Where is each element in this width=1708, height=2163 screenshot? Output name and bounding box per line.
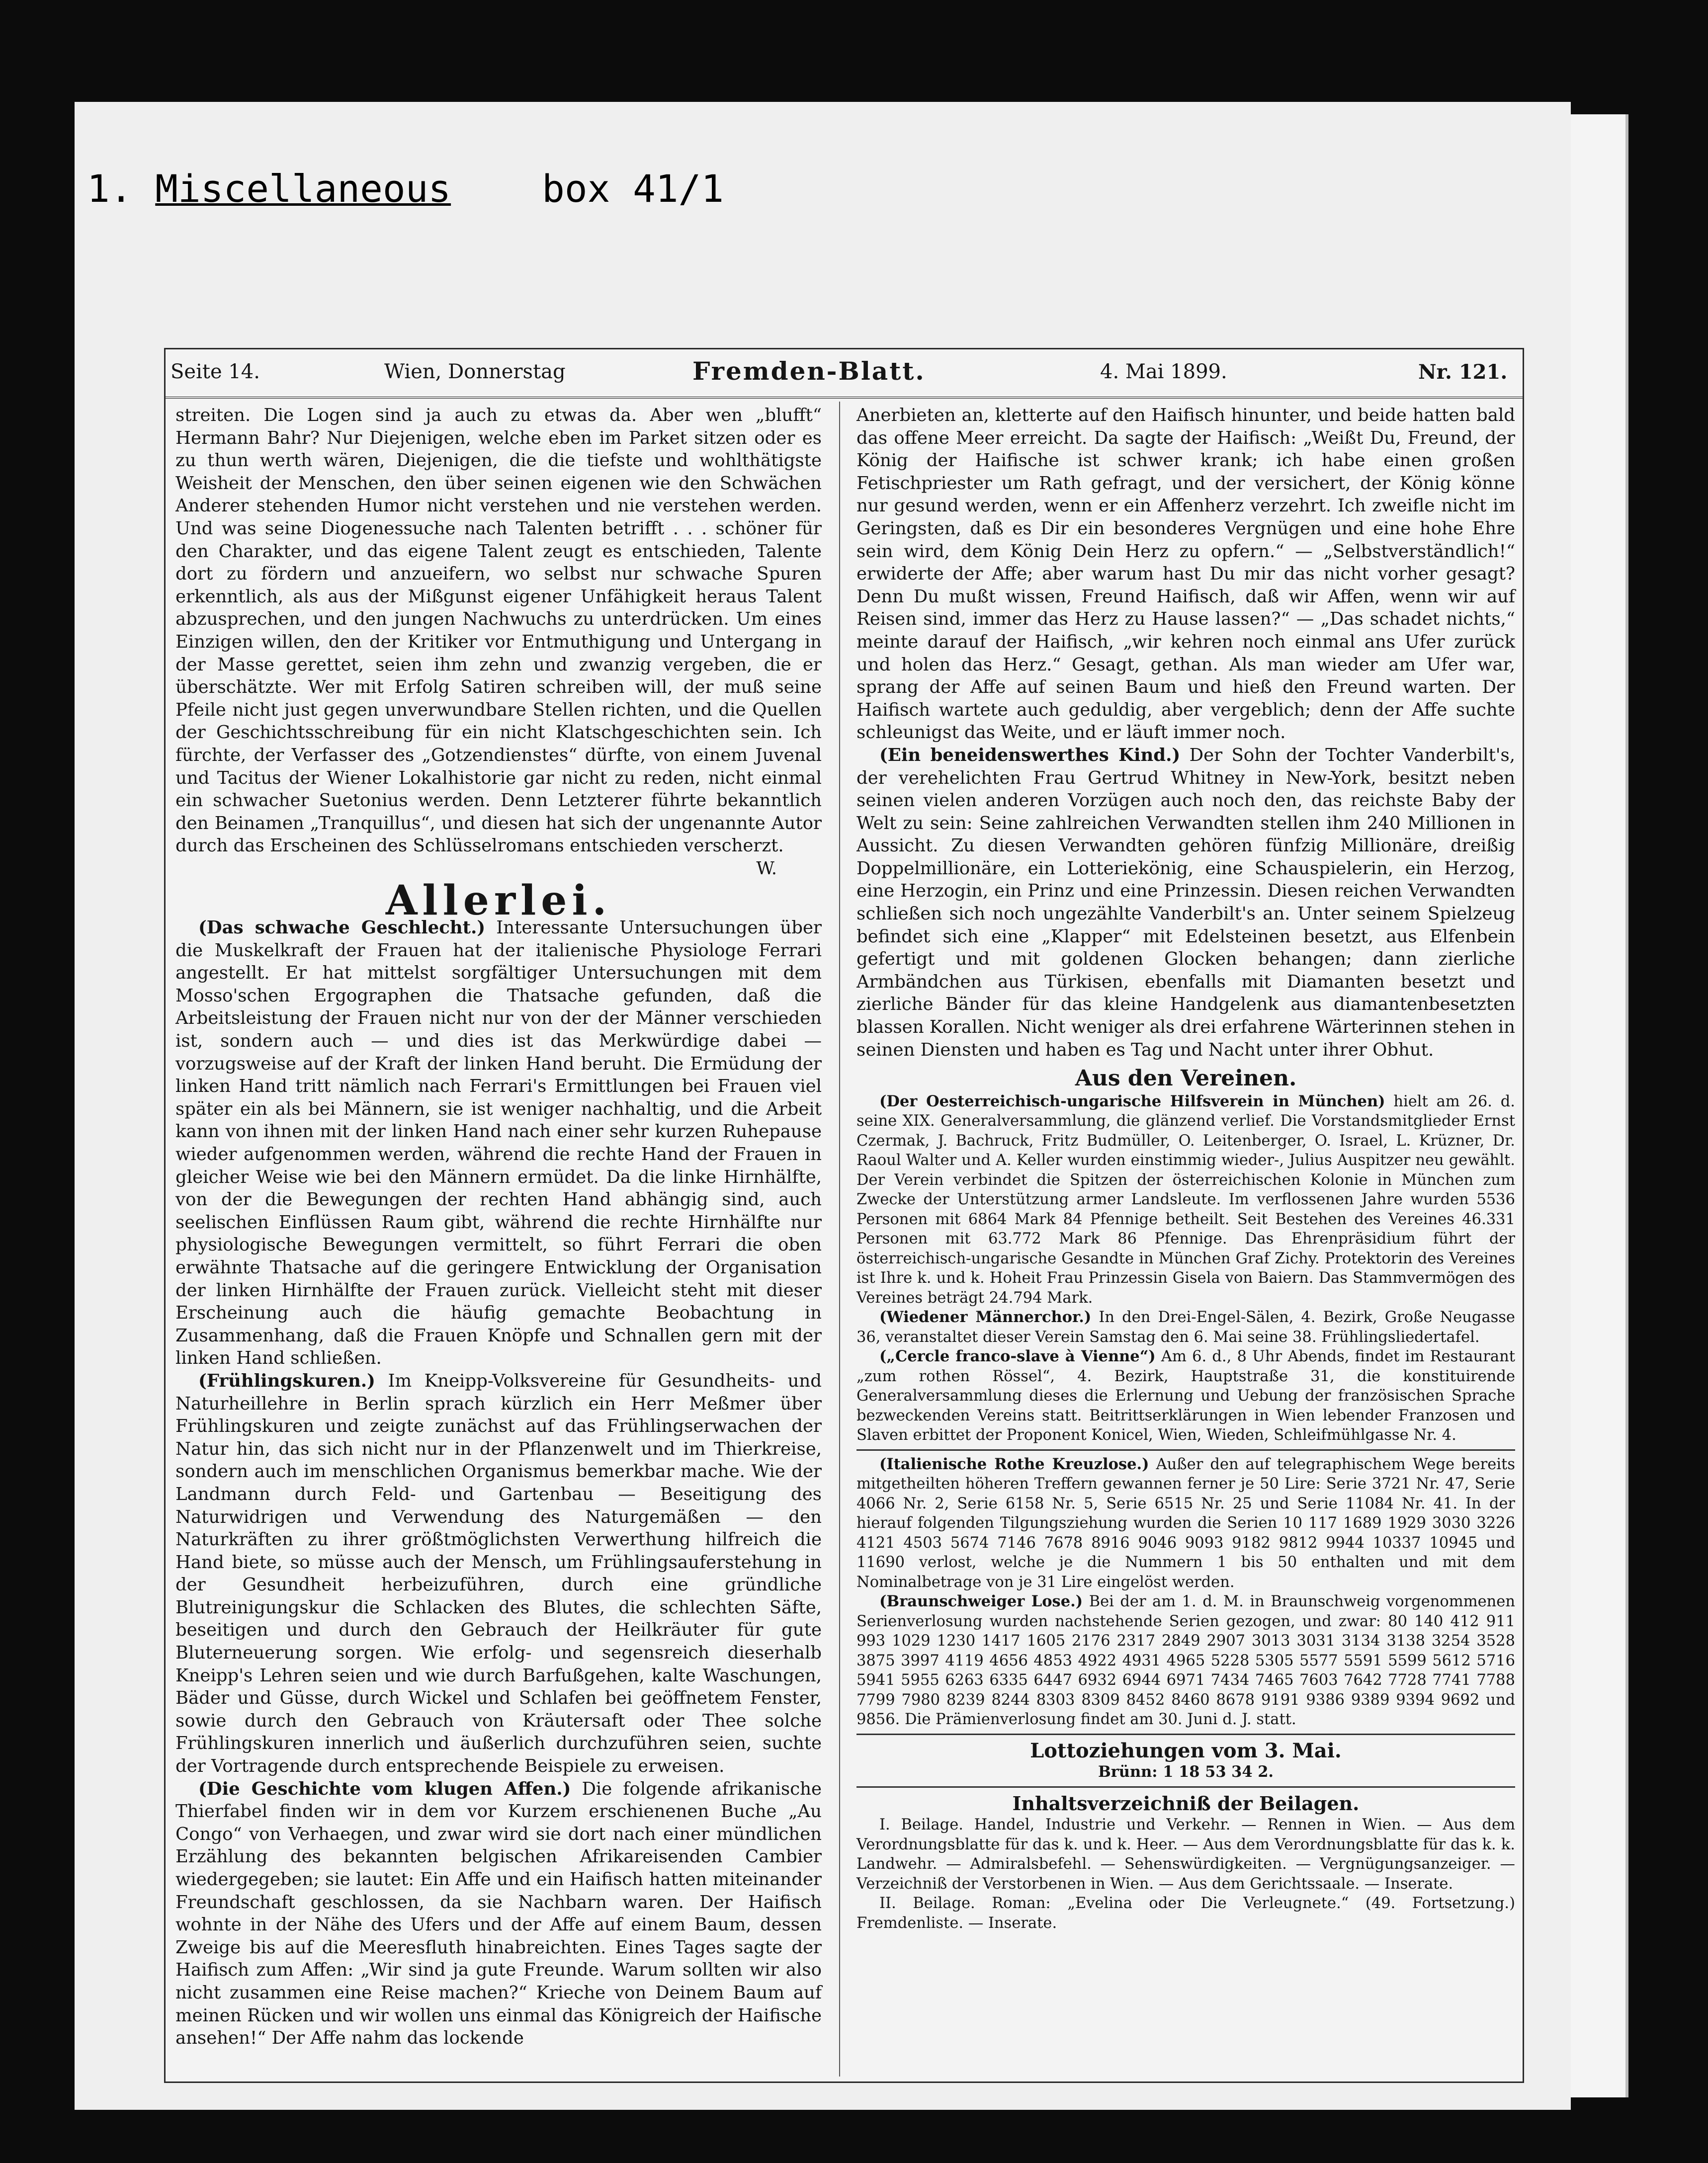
- item-body: Bei der am 1. d. M. in Braunschweig vorgenommenen Serienverlosung wurden nachstehende Serien gezogen, und zwar: 80 140 412 911 993 1029 1230 1417 1605 2176 2317 2849 2907 3013 3031 3134 3138 3254 3528 3875 3997 4119 4656 4853 4922 4931 4965 5228 5305 5577 5591 5599 5612 5716 5941 5955 6263 6335 6447 6932 6944 6971 7434 7465 7603 7642 7728 7741 7788 7799 7980 8239 8244 8303 8309 8452 8460 8678 9191 9386 9389 9394 9692 und 9856. Die Prämienverlosung findet am 30. Juni d. J. statt.: [856, 1593, 1515, 1729]
- sheet-edge-line: [1625, 114, 1628, 2097]
- verein-maennerchor: [856, 1308, 1515, 1347]
- index-title: Inhaltsverzeichniß der Beilagen.: [1012, 1792, 1360, 1815]
- item-head: (Frühlingskuren.): [198, 1370, 375, 1391]
- lotto-numbers: Brünn: 1 18 53 34 2.: [1098, 1763, 1274, 1781]
- item-fruehlingskuren: [175, 1370, 822, 1778]
- item-body: Im Kneipp-Volksvereine für Gesundheits- und Naturheillehre in Berlin sprach kürzlich ein Herr Meßmer über Frühlingskuren und zeigte zunächst auf das Frühlingserwachen der Natur hin, das sich nicht nur in der Pflanzenwelt und im Thierkreise, sondern auch im menschlichen Organismus bemerkbar mache. Wie der Landmann durch Feld- und Gartenbau — Beseitigung des Naturwidrigen und Verwendung des Naturgemäßen — den Naturkräften zu ihrer größtmöglichsten Verwerthung hilfreich die Hand biete, so müsse auch der Mensch, um Frühlingsauferstehung in der Gesundheit herbeizuführen, durch eine gründliche Blutreinigungskur die Schlacken des Blutes, die schlechten Säfte, beseitigen und durch den Gebrauch der Heilkräuter für gute Bluterneuerung sorgen. Wie erfolg- und segensreich dieserhalb Kneipp's Lehren seien und wie durch Barfußgehen, kalte Waschungen, Bäder und Güsse, durch Wickel und Schlafen bei geöffnetem Fenster, sowie durch den Gebrauch von Kräutersaft oder Thee solche Frühlingskuren innerlich und äußerlich durchzuführen seien, suchte der Vortragende durch entsprechende Beispiele zu erweisen.: [175, 1370, 822, 1777]
- article-signature: W.: [756, 858, 777, 879]
- item-head: (Die Geschichte vom klugen Affen.): [198, 1778, 571, 1799]
- place-day: Wien, Donnerstag: [384, 360, 566, 383]
- item-schwache-geschlecht: [175, 916, 822, 1370]
- divider: [856, 1734, 1515, 1735]
- item-body: Interessante Untersuchungen über die Muskelkraft der Frauen hat der italienische Physiologe Ferrari angestellt. Er hat mittelst sorgfältiger Untersuchungen mit dem Mosso'schen Ergographen die Thatsache gefunden, daß die Arbeitsleistung der Frauen nicht nur von der der Männer verschieden ist, sondern auch — und dies ist das Merkwürdige dabei — vorzugsweise auf der Kraft der linken Hand beruht. Die Ermüdung der linken Hand tritt nämlich nach Ferrari's Ermittlungen bei Frauen viel später ein als bei Männern, sie ist weniger nachhaltig, und die Arbeit kann von ihnen mit der linken Hand nach einer sehr kurzen Ruhepause wieder aufgenommen werden, während die rechte Hand der Frauen in gleicher Weise wie bei den Männern ermüdet. Da die linke Hirnhälfte, von der die Bewegungen der rechten Hand abhängig sind, auch seelischen Einflüssen Raum gibt, während die rechte Hirnhälfte nur physiologische Bewegungen vermittelt, so führt Ferrari die oben erwähnte Thatsache auf die geringere Entwicklung der Organisation der linken Hirnhälfte der Frauen zurück. Vielleicht steht mit dieser Erscheinung auch die häufig gemachte Beobachtung in Zusammenhang, daß die Frauen Knöpfe und Schnallen gern mit der linken Hand schließen.: [175, 917, 822, 1369]
- item-head: (Das schwache Geschlecht.): [198, 917, 486, 938]
- issue-date: 4. Mai 1899.: [1100, 360, 1227, 383]
- item-head: (Braunschweiger Lose.): [879, 1592, 1083, 1611]
- item-head: (Der Oesterreichisch-ungarische Hilfsverein in München): [879, 1092, 1385, 1110]
- sheet-edge: [1571, 114, 1625, 2097]
- item-head: (Ein beneidenswerthes Kind.): [879, 745, 1181, 765]
- divider: [856, 1449, 1515, 1451]
- item-head: (Wiedener Männerchor.): [879, 1308, 1092, 1327]
- newspaper-name: Fremden-Blatt.: [692, 356, 926, 386]
- vereine-block: [856, 1092, 1515, 1933]
- archive-number: 1.: [87, 166, 133, 211]
- item-body: Außer den auf telegraphischem Wege bereits mitgetheilten höheren Treffern gewannen ferner je 50 Lire: Serie 3721 Nr. 47, Serie 4066 Nr. 2, Serie 6158 Nr. 5, Serie 6515 Nr. 25 und Serie 11084 Nr. 41. In der hierauf folgenden Tilgungsziehung wurden die Serien 10 117 1689 1929 3030 3226 4121 4503 5674 7146 7678 8916 9046 9093 9182 9812 9944 10337 10945 und 11690 verlost, welche je die Nummern 1 bis 50 enthalten und mit dem Nominalbetrage von je 31 Lire eingelöst werden.: [856, 1455, 1515, 1591]
- section-title-vereine: Aus den Vereinen.: [1075, 1066, 1297, 1091]
- section-title-allerlei: Allerlei.: [385, 877, 612, 925]
- index-beilage-1: I. Beilage. Handel, Industrie und Verkehr. — Rennen in Wien. — Aus dem Verordnungsblatte für das k. und k. Heer. — Aus dem Verordnungsblatte für das k. k. Landwehr. — Admiralsbefehl. — Sehenswürdigkeiten. — Vergnügungsanzeiger. — Verzeichniß der Verstorbenen in Wien. — Aus dem Gerichtssaale. — Inserate.: [856, 1816, 1515, 1893]
- item-head: (Italienische Rothe Kreuzlose.): [879, 1455, 1149, 1473]
- column-divider: [839, 402, 840, 2077]
- right-column: [856, 404, 1515, 1933]
- issue-number: Nr. 121.: [1418, 360, 1508, 384]
- verein-hilfsverein: [856, 1092, 1515, 1308]
- item-body: In den Drei-Engel-Sälen, 4. Bezirk, Große Neugasse 36, veranstaltet dieser Verein Samstag den 6. Mai seine 38. Frühlingsliedertafel.: [856, 1309, 1515, 1346]
- archive-category: Miscellaneous: [155, 166, 451, 211]
- lose-braunschweig: [856, 1592, 1515, 1730]
- article-intro: streiten. Die Logen sind ja auch zu etwas da. Aber wen „blufft“ Hermann Bahr? Nur Diejenigen, welche eben im Parket sitzen oder es zu thun werth wären, Diejenigen, die die tiefste und wohlthätigste Weisheit der Menschen, den über seinen eigenen wie den Schwächen Anderer stehenden Humor nicht verstehen und nie verstehen werden. Und was seine Diogenessuche nach Talenten betrifft . . . schöner für den Charakter, und das eigene Talent zeugt es entschieden, Talente dort zu fördern und anzueifern, wo selbst nur schwache Spuren erkenntlich, als aus der Mißgunst eigener Unfähigkeit heraus Talent abzusprechen, und den jungen Nachwuchs zu unterdrücken. Um eines Einzigen willen, den der Kritiker vor Entmuthigung und Untergang in der Masse gerettet, seien ihm zehn und zwanzig vergeben, die er überschätzte. Wer mit Erfolg Satiren schreiben will, der muß seine Pfeile nicht just gegen unverwundbare Stellen richten, und die Quellen der Geschichtsschreibung für ein nicht Klatschgeschichten sein. Ich fürchte, der Verfasser des „Gotzendienstes“ dürfte, von einem Juvenal und Tacitus der Wiener Lokalhistorie gar nicht zu reden, nicht einmal ein schwacher Suetonius werden. Denn Letzterer führte bekanntlich den Beinamen „Tranquillus“, und diesen hat sich der ungenannte Autor durch das Erscheinen des Schlüsselromans entschieden verscherzt.: [175, 405, 822, 856]
- index-beilage-2: II. Beilage. Roman: „Evelina oder Die Verleugnete.“ (49. Fortsetzung.) Fremdenliste. — Inserate.: [856, 1895, 1515, 1932]
- divider: [856, 1786, 1515, 1788]
- verein-cercle: [856, 1347, 1515, 1445]
- item-klugen-affen: [175, 1778, 822, 2050]
- archive-label: [87, 166, 724, 211]
- lose-italienisch: [856, 1455, 1515, 1592]
- lotto-title: Lottoziehungen vom 3. Mai.: [1030, 1739, 1342, 1762]
- item-body: hielt am 26. d. seine XIX. Generalversammlung, die glänzend verlief. Die Vorstandsmitglieder Ernst Czermak, J. Bachruck, Fritz Budmüller, O. Leitenberger, O. Israel, L. Krüzner, Dr. Raoul Walter und A. Keller wurden einstimmig wieder-, Julius Auspitzer neu gewählt. Der Verein verbindet die Spitzen der österreichischen Kolonie in München zum Zwecke der Unterstützung armer Landsleute. Im verflossenen Jahre wurden 5536 Personen mit 6864 Mark 84 Pfennige betheilt. Seit Bestehen des Vereines 46.331 Personen mit 63.772 Mark 86 Pfennige. Das Ehrenpräsidium führt der österreichisch-ungarische Gesandte in München Graf Zichy. Protektorin des Vereines ist Ihre k. und k. Hoheit Frau Prinzessin Gisela von Baiern. Das Stammvermögen des Vereines beträgt 24.794 Mark.: [856, 1092, 1516, 1307]
- item-beneidenswerthes-kind: [856, 744, 1515, 1061]
- newspaper-clipping: [164, 348, 1524, 2083]
- page-number: Seite 14.: [171, 360, 260, 383]
- archive-box: box 41/1: [542, 166, 724, 211]
- item-body: Der Sohn der Tochter Vanderbilt's, der verehelichten Frau Gertrud Whitney in New-York, besitzt neben seinen vielen anderen Vorzügen auch noch den, das reichste Baby der Welt zu sein: Seine zahlreichen Verwandten stellen ihm 240 Millionen in Aussicht. Zu diesen Verwandten gehören fünfzig Millionäre, dreißig Doppelmillionäre, ein Lotteriekönig, eine Schauspielerin, ein Herzog, eine Herzogin, ein Prinz und eine Prinzessin. Diesen reichen Verwandten schließen sich noch ungezählte Vanderbilt's an. Unter seinem Spielzeug befindet sich eine „Klapper“ mit Edelsteinen besetzt, aus Elfenbein gefertigt und mit goldenen Glocken behangen; dann zierliche Armbändchen aus Türkisen, ebenfalls mit Diamanten besetzt und zierliche Bänder für das kleine Handgelenk aus diamantenbesetzten blassen Korallen. Nicht weniger als drei erfahrene Wärterinnen stehen in seinen Diensten und haben es Tag und Nacht unter ihrer Obhut.: [856, 745, 1515, 1060]
- item-head: („Cercle franco-slave à Vienne“): [879, 1347, 1156, 1366]
- item-body: Am 6. d., 8 Uhr Abends, findet im Restaurant „zum rothen Rössel“, 4. Bezirk, Hauptstraße 31, die konstituirende Generalversammlung dieses die Erlernung und Uebung der französischen Sprache bezweckenden Vereins statt. Beitrittserklärungen in Wien lebender Franzosen und Slaven erbittet der Proponent Konicel, Wien, Wieden, Schleifmühlgasse Nr. 4.: [856, 1348, 1515, 1444]
- item-klugen-affen-cont: Anerbieten an, kletterte auf den Haifisch hinunter, und beide hatten bald das offene Meer erreicht. Da sagte der Haifisch: „Weißt Du, Freund, der König der Haifische ist schwer krank; ich habe einen großen Fetischpriester um Rath gefragt, und der versichert, der König könne nur gesund werden, wenn er ein Affenherz verzehrt. Ich zweifle nicht im Geringsten, daß es Dir ein besonderes Vergnügen und eine hohe Ehre sein wird, dem König Dein Herz zu opfern.“ — „Selbstverständlich!“ erwiderte der Affe; aber warum hast Du mir das nicht vorher gesagt? Denn Du mußt wissen, Freund Haifisch, daß wir Affen, wenn wir auf Reisen sind, immer das Herz zu Hause lassen?“ — „Das schadet nichts,“ meinte darauf der Haifisch, „wir kehren noch einmal ans Ufer zurück und holen das Herz.“ Gesagt, gethan. Als man wieder am Ufer war, sprang der Affe auf seinen Baum und hieß den Freund warten. Der Haifisch wartete auch geduldig, aber vergeblich; denn der Affe suchte schleunigst das Weite, und er läuft immer noch.: [856, 405, 1515, 743]
- masthead: [166, 349, 1523, 399]
- item-body: Die folgende afrikanische Thierfabel finden wir in dem vor Kurzem erschienenen Buche „Au Congo“ von Verhaegen, und zwar wird sie dort nach einer mündlichen Erzählung des bekannten belgischen Afrikareisenden Cambier wiedergegeben; sie lautet: Ein Affe und ein Haifisch hatten miteinander Freundschaft geschlossen, da sie Nachbarn waren. Der Haifisch wohnte in der Nähe des Ufers und der Affe auf einem Baum, dessen Zweige bis auf die Meeresfluth hinabreichten. Eines Tages sagte der Haifisch zum Affen: „Wir sind ja gute Freunde. Warum sollten wir also nicht zusammen eine Reise machen?“ Krieche von Deinem Baum auf meinen Rücken und wir wollen uns einmal das Königreich der Haifische ansehen!“ Der Affe nahm das lockende: [175, 1778, 822, 2049]
- left-column: [175, 404, 822, 2050]
